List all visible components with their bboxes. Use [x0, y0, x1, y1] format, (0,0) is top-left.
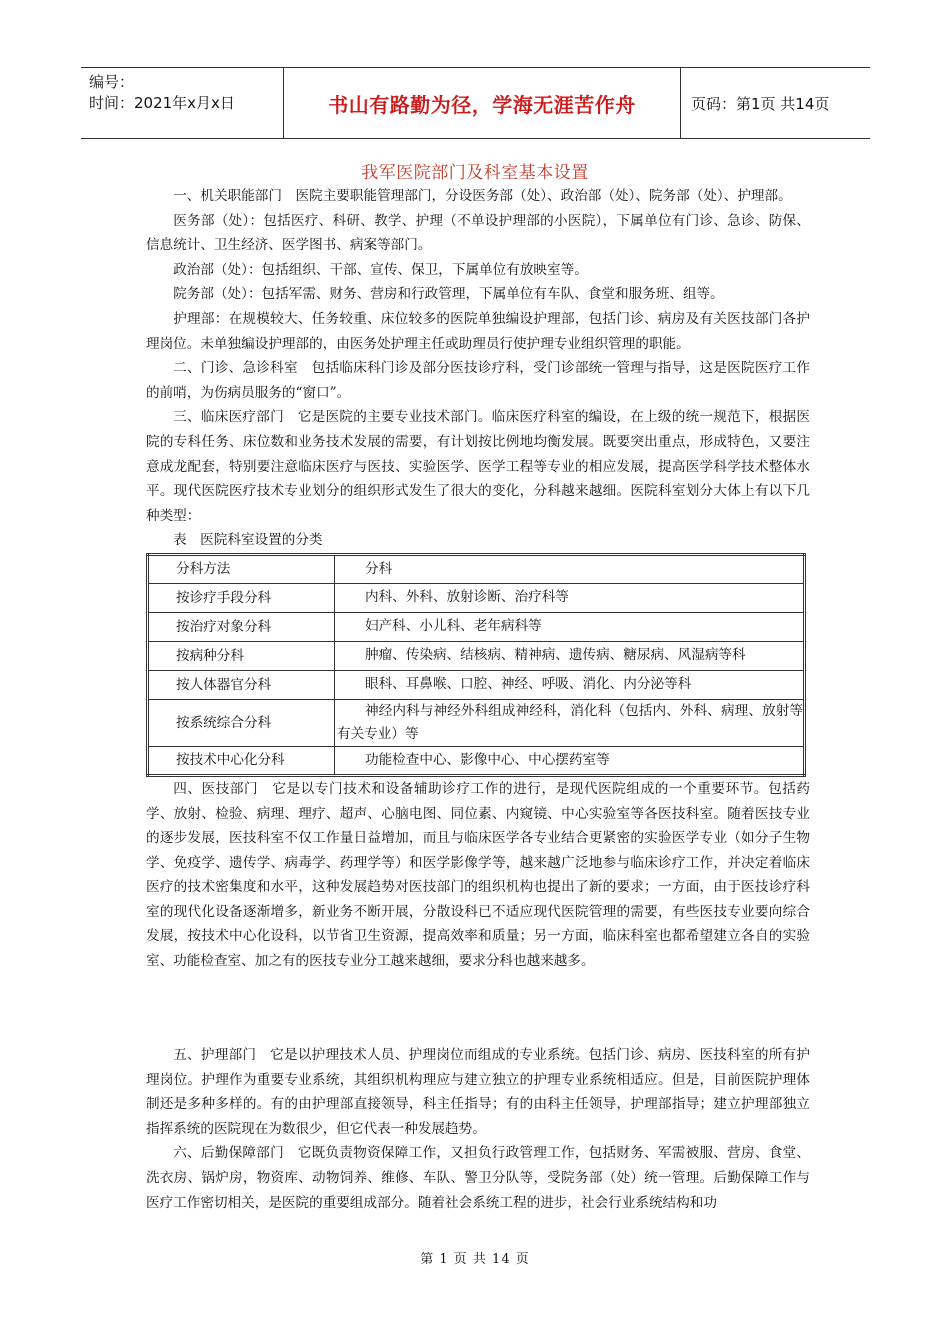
paragraph: 医务部（处）：包括医疗、科研、教学、护理（不单设护理部的小医院），下属单位有门诊、急诊、防保、信息统计、卫生经济、医学图书、病案等部门。	[146, 212, 810, 254]
body-section-1	[146, 184, 810, 974]
table-cell-method: 按系统综合分科	[148, 699, 335, 746]
document-title: 我军医院部门及科室基本设置	[361, 163, 589, 183]
date-label: 时间：2021年x月x日	[89, 94, 235, 112]
header-page-info	[681, 68, 870, 138]
table-cell-departments: 功能检查中心、影像中心、中心摆药室等	[335, 746, 805, 775]
table-cell-departments: 肿瘤、传染病、结核病、精神病、遗传病、糖尿病、风湿病等科	[335, 641, 805, 670]
table-row	[148, 612, 805, 641]
paragraph: 政治部（处）：包括组织、干部、宣传、保卫，下属单位有放映室等。	[173, 261, 588, 278]
table-cell-departments: 妇产科、小儿科、老年病科等	[335, 612, 805, 641]
table-row	[148, 746, 805, 775]
page-header	[81, 67, 870, 139]
table-cell-method: 按人体器官分科	[148, 670, 335, 699]
paragraph: 四、医技部门 它是以专门技术和设备辅助诊疗工作的进行，是现代医院组成的一个重要环节。包括药学、放射、检验、病理、理疗、超声、心脑电图、同位素、内窥镜、中心实验室等各医技科室。随着医技专业的逐步发展，医技科室不仅工作量日益增加，而且与临床医学各专业结合更紧密的实验医学专业（如分子生物学、免疫学、遗传学、病毒学、药理学等）和医学影像学等，越来越广泛地参与临床诊疗工作，并决定着临床医疗的技术密集度和水平，这种发展趋势对医技部门的组织机构也提出了新的要求；一方面，由于医技诊疗科室的现代化设备逐渐增多，新业务不断开展，分散设科已不适应现代医院管理的需要，有些医技专业要向综合发展，按技术中心化设科，以节省卫生资源，提高效率和质量；另一方面，临床科室也都希望建立各自的实验室、功能检查室、加之有的医技专业分工越来越细，要求分科也越来越多。	[146, 780, 810, 970]
table-row	[148, 699, 805, 746]
table-cell-method: 按诊疗手段分科	[148, 583, 335, 612]
header-motto	[284, 68, 681, 138]
table-caption: 表 医院科室设置的分类	[173, 532, 323, 549]
table-cell-method: 按治疗对象分科	[148, 612, 335, 641]
page-footer: 第 1 页 共 14 页	[420, 1252, 530, 1267]
table-row	[148, 641, 805, 670]
table-header-row	[148, 554, 805, 583]
paragraph: 二、门诊、急诊科室 包括临床科门诊及部分医技诊疗科，受门诊部统一管理与指导，这是医院医疗工作的前哨，为伤病员服务的“窗口”。	[146, 360, 810, 401]
table-cell-departments: 眼科、耳鼻喉、口腔、神经、呼吸、消化、内分泌等科	[335, 670, 805, 699]
paragraph: 院务部（处）：包括军需、财务、营房和行政管理，下属单位有车队、食堂和服务班、组等。	[173, 286, 724, 303]
paragraph: 护理部：在规模较大、任务较重、床位较多的医院单独编设护理部，包括门诊、病房及有关医技部门各护理岗位。未单独编设护理部的，由医务处护理主任或助理员行使护理专业组织管理的职能。	[146, 310, 810, 352]
paragraph: 三、临床医疗部门 它是医院的主要专业技术部门。临床医疗科室的编设，在上级的统一规范下，根据医院的专科任务、床位数和业务技术发展的需要，有计划按比例地均衡发展。既要突出重点，形成特色，又要注意成龙配套，特别要注意临床医疗与医技、实验医学、医学工程等专业的相应发展，提高医学科学技术整体水平。现代医院医疗技术专业划分的组织形式发生了很大的变化，分科越来越细。医院科室划分大体上有以下几种类型：	[146, 409, 810, 524]
paragraph: 一、机关职能部门 医院主要职能管理部门，分设医务部（处）、政治部（处）、院务部（处）、护理部。	[173, 188, 792, 204]
body-section-2	[146, 1043, 810, 1215]
table-header-cell: 分科方法	[148, 554, 335, 583]
table-row	[148, 670, 805, 699]
table-cell-departments: 神经内科与神经外科组成神经科，消化科（包括内、外科、病理、放射等有关专业）等	[335, 699, 805, 746]
table-row	[148, 583, 805, 612]
paragraph: 六、后勤保障部门 它既负责物资保障工作，又担负行政管理工作，包括财务、军需被服、营房、食堂、洗衣房、锅炉房，物资库、动物饲养、维修、车队、警卫分队等，受院务部（处）统一管理。后勤保障工作与医疗工作密切相关，是医院的重要组成部分。随着社会系统工程的进步，社会行业系统结构和功	[146, 1145, 810, 1211]
table-cell-method: 按病种分科	[148, 641, 335, 670]
table-header-cell: 分科	[335, 554, 805, 583]
classification-table	[146, 553, 806, 777]
paragraph: 五、护理部门 它是以护理技术人员、护理岗位而组成的专业系统。包括门诊、病房、医技科室的所有护理岗位。护理作为重要专业系统，其组织机构理应与建立独立的护理专业系统相适应。但是，目前医院护理体制还是多种多样的。有的由护理部直接领导，科主任指导；有的由科主任领导，护理部指导；建立护理部独立指挥系统的医院现在为数很少，但它代表一种发展趋势。	[146, 1047, 810, 1137]
number-label: 编号：	[89, 73, 135, 91]
motto-text: 书山有路勤为径，学海无涯苦作舟	[328, 92, 636, 117]
page-info-text: 页码：第1页 共14页	[691, 94, 830, 113]
table-cell-method: 按技术中心化分科	[148, 746, 335, 775]
table-cell-departments: 内科、外科、放射诊断、治疗科等	[335, 583, 805, 612]
header-meta	[81, 68, 284, 138]
